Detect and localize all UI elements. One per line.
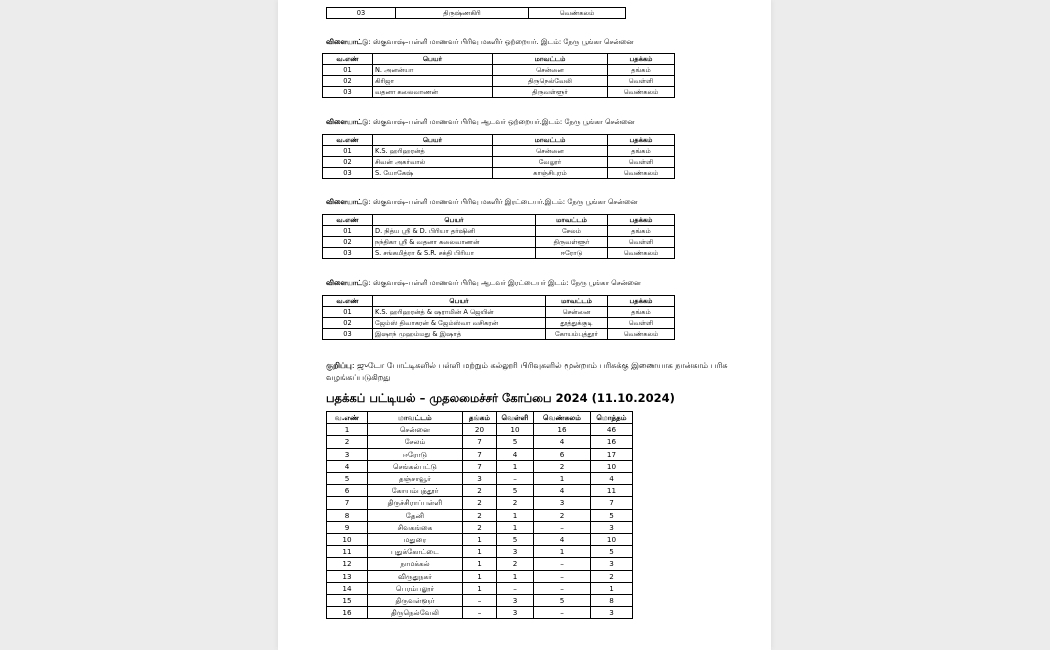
- table-row: 4 செங்கல்பட்டு 7 1 2 10: [327, 460, 633, 472]
- table-header-row: வ.எண் பெயர் மாவட்டம் பதக்கம்: [323, 54, 675, 65]
- table-row: 1 சென்னை 20 10 16 46: [327, 424, 633, 436]
- table-row: 03 S. சங்கமித்ரா & S.R. சக்தி பிரியா ஈரோடு வெண்கலம்: [323, 248, 675, 259]
- table-row: 02 கிரிஜா திருநெல்வேலி வெள்ளி: [323, 76, 675, 87]
- table-row: 02 சிவன் அகர்வால் வேலூர் வெள்ளி: [323, 157, 675, 168]
- medal-tally-table: [326, 411, 633, 619]
- section-heading: விளையாட்டு: ஸ்குவாஷ்–பள்ளி மாணவர் பிரிவு ஆடவர் ஒற்றையர்.இடம்: நேரு பூங்கா சென்னை: [326, 118, 635, 126]
- section-heading: விளையாட்டு: ஸ்குவாஷ்–பள்ளி மாணவர் பிரிவு மகளிர் ஒற்றையர். இடம்: நேரு பூங்கா சென்னை: [326, 38, 634, 46]
- table-row: 14 பெரம்பலூர் 1 – – 1: [327, 582, 633, 594]
- table-row: 15 திருவள்ளூர் – 3 5 8: [327, 595, 633, 607]
- table-row: 01 K.S. ஹரிஹரன்த் & ஷராமின் A ஜெயின் சென்னை தங்கம்: [323, 307, 675, 318]
- table-header-row: வ.எண் பெயர் மாவட்டம் பதக்கம்: [323, 296, 675, 307]
- tally-title: பதக்கப் பட்டியல் – முதலமைச்சர் கோப்பை 2024 (11.10.2024): [326, 391, 675, 405]
- section-heading: விளையாட்டு: ஸ்குவாஷ்–பள்ளி மாணவர் பிரிவு ஆடவர் இரட்டையர் இடம்: நேரு பூங்கா சென்னை: [326, 279, 641, 287]
- table-row: 01 D. நித்ய ஸ்ரீ & D. பிரியா தர்ஷினி சேலம் தங்கம்: [323, 226, 675, 237]
- results-table: [322, 295, 675, 340]
- top-partial-table: [326, 7, 626, 19]
- table-row: 16 திருநெல்வேலி – 3 – 3: [327, 607, 633, 619]
- table-row: 03 வதனா கலைவாணன் திருவள்ளூர் வெண்கலம்: [323, 87, 675, 98]
- table-row: 5 தஞ்சாவூர் 3 – 1 4: [327, 473, 633, 485]
- section-heading: விளையாட்டு: ஸ்குவாஷ்–பள்ளி மாணவர் பிரிவு மகளிர் இரட்டையர்.இடம்: நேரு பூங்கா சென்னை: [326, 198, 638, 206]
- results-table: [322, 134, 675, 179]
- note-paragraph: குறிப்பு: ஜுடோ போட்டிகளில் பள்ளி மற்றும் கல்லூரி பிரிவுகளில் மூன்றாம் பரிசுக்கு இணையாக நான்காம் பரிசு வழங்கப்படுகிறது: [326, 361, 728, 382]
- table-header-row: வ.எண் பெயர் மாவட்டம் பதக்கம்: [323, 135, 675, 146]
- document-page: [278, 0, 771, 650]
- table-row: 03 S. யோகேஷ் காஞ்சிபுரம் வெண்கலம்: [323, 168, 675, 179]
- table-row: 9 சிவகங்கை 2 1 – 3: [327, 521, 633, 533]
- table-row: 03 திருஷ்ணகிரி வெண்கலம்: [327, 8, 626, 19]
- table-row: 02 ஜேம்ஸ் திவாகரன் & ஜேம்ஸ்வா வசிகரன் தூத்துக்குடி வெள்ளி: [323, 318, 675, 329]
- results-table: [322, 53, 675, 98]
- table-row: 12 நாமக்கல் 1 2 – 3: [327, 558, 633, 570]
- table-row: 3 ஈரோடு 7 4 6 17: [327, 448, 633, 460]
- table-row: 10 மதுரை 1 5 4 10: [327, 534, 633, 546]
- table-header-row: வ.எண் மாவட்டம் தங்கம் வெள்ளி வெண்கலம் மொத்தம்: [327, 412, 633, 424]
- table-row: 7 திருச்சிராப்பள்ளி 2 2 3 7: [327, 497, 633, 509]
- table-row: 01 K.S. ஹரிஹரன்த் சென்னை தங்கம்: [323, 146, 675, 157]
- table-row: 03 இஷாந் முஹம்மது & இஷாத் கோயம்புத்தூர் வெண்கலம்: [323, 329, 675, 340]
- table-row: 02 நந்திகா ஸ்ரீ & வதனா கலைவாணன் திருவள்ளூர் வெள்ளி: [323, 237, 675, 248]
- results-table: [322, 214, 675, 259]
- table-header-row: வ.எண் பெயர் மாவட்டம் பதக்கம்: [323, 215, 675, 226]
- table-row: 13 விருதுநகர் 1 1 – 2: [327, 570, 633, 582]
- table-row: 8 தேனி 2 1 2 5: [327, 509, 633, 521]
- table-row: 2 சேலம் 7 5 4 16: [327, 436, 633, 448]
- table-row: 11 புதுக்கோட்டை 1 3 1 5: [327, 546, 633, 558]
- table-row: 01 N. அனன்யா சென்னை தங்கம்: [323, 65, 675, 76]
- table-row: 6 கோயம்புத்தூர் 2 5 4 11: [327, 485, 633, 497]
